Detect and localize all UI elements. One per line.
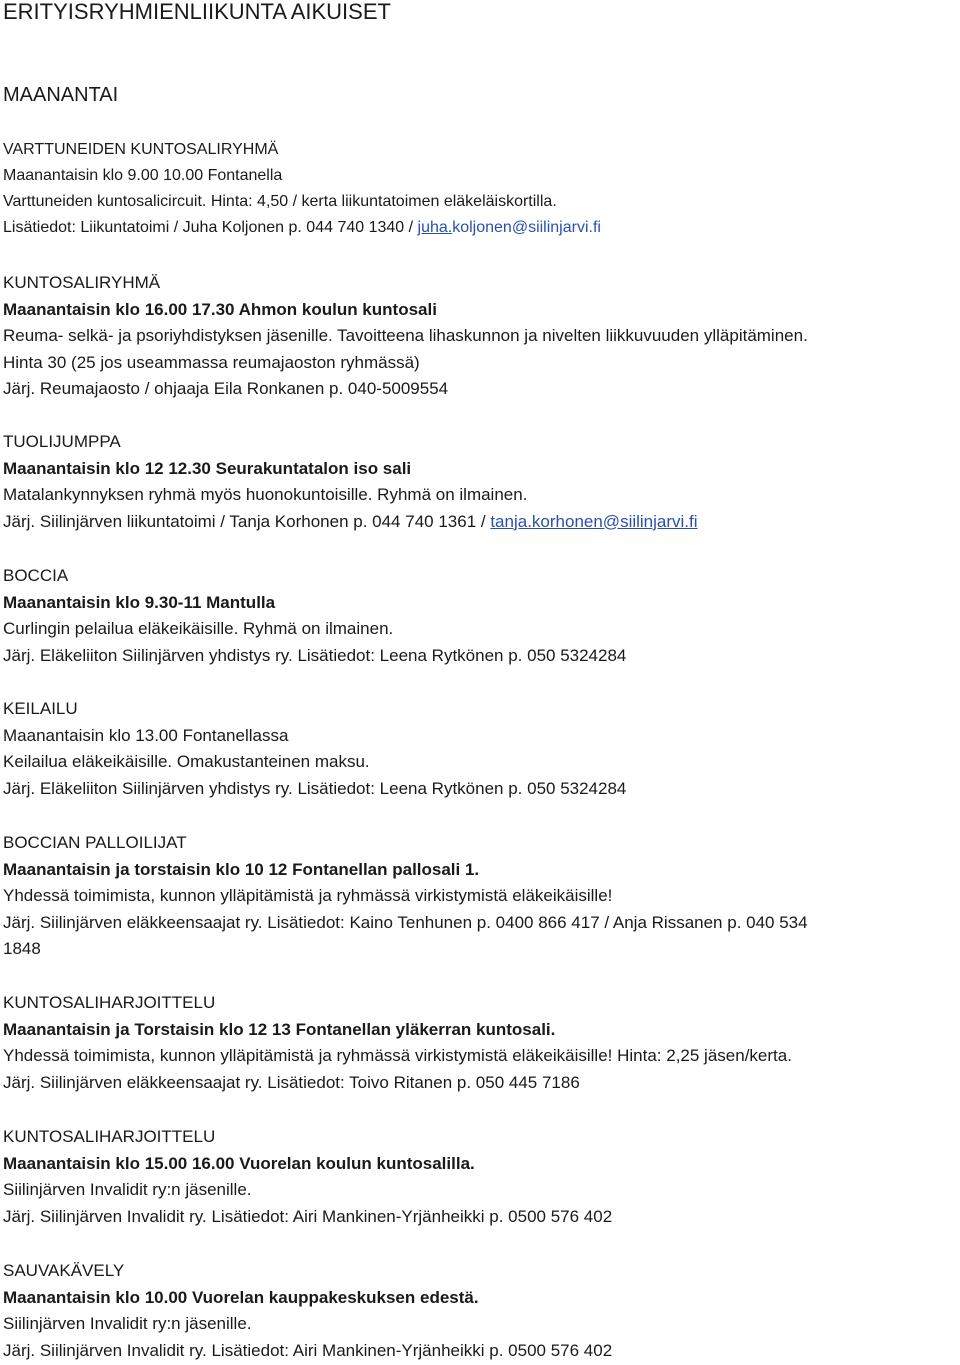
section-sauvakavely — [3, 1258, 956, 1364]
section-kuntosaliharjoittelu-1 — [3, 990, 956, 1096]
email-link-part-2[interactable]: korhonen@siilinjarvi.fi — [531, 511, 698, 531]
info-text: Lisätiedot: Liikuntatoimi / Juha Koljonen p. 044 740 1340 / — [3, 219, 418, 236]
section-line: Järj. Siilinjärven Invalidit ry. Lisätiedot: Airi Mankinen-Yrjänheikki p. 0500 576 402 — [3, 1206, 613, 1226]
section-title: TUOLIJUMPPA — [3, 432, 121, 451]
section-line: Järj. Eläkeliiton Siilinjärven yhdistys ry. Lisätiedot: Leena Rytkönen p. 050 5324284 — [3, 778, 627, 798]
section-boccia — [3, 563, 956, 669]
section-line: Yhdessä toimimista, kunnon ylläpitämistä ja ryhmässä virkistymistä eläkeikäisille! — [3, 886, 613, 905]
section-line: Hinta 30 (25 jos useammassa reumajaoston ryhmässä) — [3, 352, 420, 372]
email-link-part-1[interactable]: juha. — [417, 219, 453, 236]
section-title: KEILAILU — [3, 699, 78, 718]
section-title: BOCCIAN PALLOILIJAT — [3, 833, 187, 852]
section-line: Yhdessä toimimista, kunnon ylläpitämistä ja ryhmässä virkistymistä eläkeikäisille! Hinta: 2,25 jäsen/kerta. — [3, 1046, 792, 1065]
section-info — [3, 215, 956, 241]
section-line: Järj. Siilinjärven eläkkeensaajat ry. Lisätiedot: Kaino Tenhunen p. 0400 866 417 / Anja Rissanen p. 040 534 — [3, 912, 808, 932]
section-title: KUNTOSALIHARJOITTELU — [3, 993, 216, 1012]
section-line: Curlingin pelailua eläkeikäisille. Ryhmä on ilmainen. — [3, 619, 394, 638]
section-varttuneiden-kuntosaliryhma — [3, 137, 956, 241]
section-time-place: Maanantaisin klo 13.00 Fontanellassa — [3, 725, 289, 745]
section-line: Järj. Reumajaosto / ohjaaja Eila Ronkanen p. 040-5009554 — [3, 379, 449, 398]
section-description: Varttuneiden kuntosalicircuit. Hinta: 4,50 / kerta liikuntatoimen eläkeläiskortilla. — [3, 193, 557, 210]
section-line: Järj. Siilinjärven eläkkeensaajat ry. Lisätiedot: Toivo Ritanen p. 050 445 7186 — [3, 1072, 580, 1092]
section-line: Reuma- selkä- ja psoriyhdistyksen jäsenille. Tavoitteena lihaskunnon ja nivelten liikkuvuuden ylläpitäminen. — [3, 326, 808, 345]
section-time-place: Maanantaisin klo 15.00 16.00 Vuorelan koulun kuntosalilla. — [3, 1153, 475, 1173]
section-title: SAUVAKÄVELY — [3, 1261, 125, 1280]
section-time-place: Maanantaisin klo 12 12.30 Seurakuntatalon iso sali — [3, 458, 412, 478]
section-title: BOCCIA — [3, 566, 69, 585]
section-time-place: Maanantaisin ja torstaisin klo 10 12 Fontanellan pallosali 1. — [3, 859, 480, 879]
info-text: Järj. Siilinjärven liikuntatoimi / Tanja Korhonen p. 044 740 1361 / — [3, 511, 491, 531]
section-boccian-palloilijat — [3, 830, 956, 963]
section-line: Järj. Siilinjärven Invalidit ry. Lisätiedot: Airi Mankinen-Yrjänheikki p. 0500 576 402 — [3, 1340, 613, 1360]
section-info — [3, 509, 956, 536]
section-line: 1848 — [3, 939, 41, 958]
section-time-place: Maanantaisin klo 9.30-11 Mantulla — [3, 592, 276, 612]
section-time-place: Maanantaisin klo 16.00 17.30 Ahmon koulun kuntosali — [3, 299, 437, 319]
section-time-place: Maanantaisin klo 10.00 Vuorelan kauppakeskuksen edestä. — [3, 1287, 479, 1307]
section-time-place: Maanantaisin klo 9.00 10.00 Fontanella — [3, 167, 283, 184]
section-line: Keilailua eläkeikäisille. Omakustanteinen maksu. — [3, 752, 370, 771]
section-line: Siilinjärven Invalidit ry:n jäsenille. — [3, 1180, 252, 1199]
section-line: Matalankynnyksen ryhmä myös huonokuntoisille. Ryhmä on ilmainen. — [3, 485, 528, 504]
section-time-place: Maanantaisin ja Torstaisin klo 12 13 Fontanellan yläkerran kuntosali. — [3, 1019, 556, 1039]
section-title: KUNTOSALIHARJOITTELU — [3, 1127, 216, 1146]
section-kuntosaliryhma — [3, 270, 956, 403]
section-line: Järj. Eläkeliiton Siilinjärven yhdistys ry. Lisätiedot: Leena Rytkönen p. 050 5324284 — [3, 645, 627, 665]
section-kuntosaliharjoittelu-2 — [3, 1124, 956, 1230]
document-title: ERITYISRYHMIENLIIKUNTA AIKUISET — [3, 0, 391, 24]
email-link-part-1[interactable]: tanja. — [490, 511, 532, 531]
section-line: Siilinjärven Invalidit ry:n jäsenille. — [3, 1314, 252, 1333]
day-heading: MAANANTAI — [3, 84, 119, 106]
email-link-part-2[interactable]: koljonen@siilinjarvi.fi — [452, 219, 601, 236]
section-title: KUNTOSALIRYHMÄ — [3, 273, 161, 292]
section-title: VARTTUNEIDEN KUNTOSALIRYHMÄ — [3, 141, 279, 158]
section-tuolijumppa — [3, 429, 956, 535]
section-keilailu — [3, 696, 956, 802]
